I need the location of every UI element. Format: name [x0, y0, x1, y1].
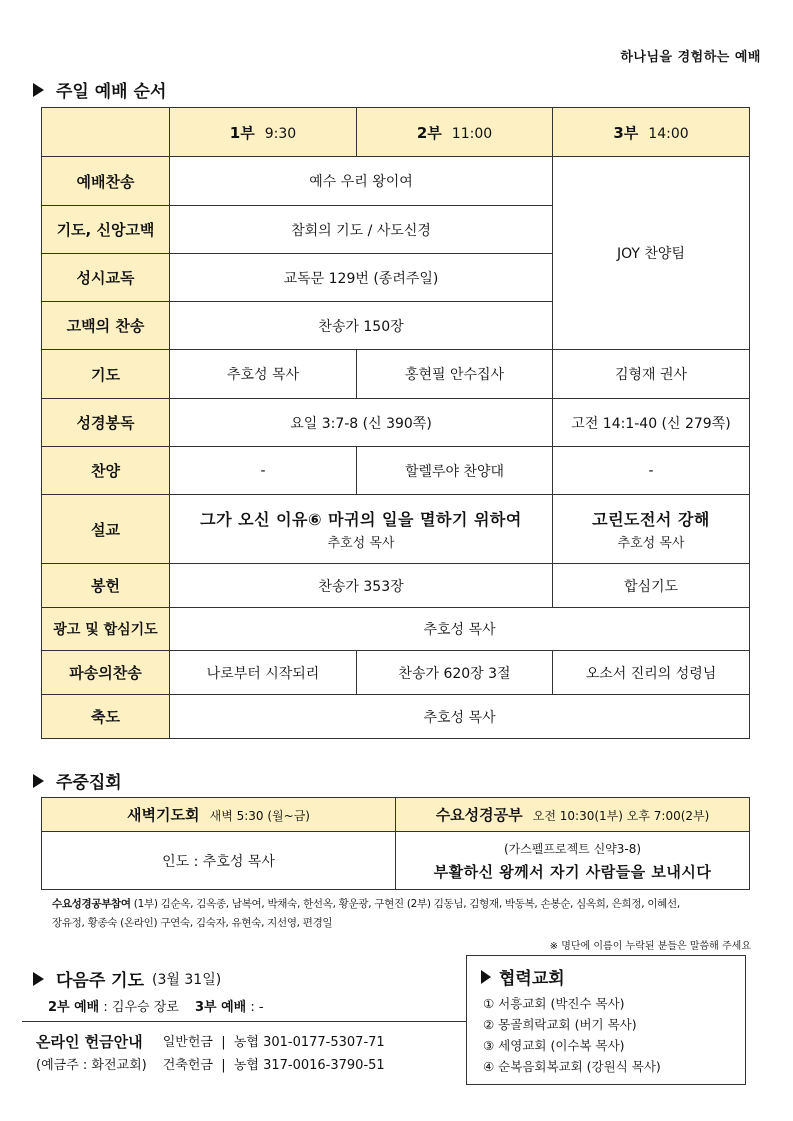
cell-value: 나로부터 시작되리: [170, 651, 357, 695]
general-offering-account: 일반헌금 | 농협 301-0177-5307-71: [162, 1035, 385, 1050]
triangle-bullet-icon: [33, 83, 44, 97]
list-item: ④ 순복음회복교회 (강원식 목사): [483, 1059, 661, 1074]
online-offering: [36, 1031, 385, 1077]
sermon-preacher: 추호성 목사: [327, 536, 395, 551]
order-heading-text: 주일 예배 순서: [56, 82, 167, 102]
row-label: 광고 및 합심기도: [42, 608, 170, 651]
triangle-bullet-icon: [33, 774, 44, 788]
row-label: 봉헌: [42, 564, 170, 608]
dawn-prayer-header: [42, 798, 396, 832]
meetings-heading: [33, 768, 122, 793]
cell-value: JOY 찬양팀: [553, 157, 750, 350]
cell-value: 참회의 기도 / 사도신경: [170, 206, 553, 254]
sermon-cell-12: [170, 495, 553, 564]
service-2-label: 2부 예배: [48, 1000, 100, 1015]
service-3-header: 3부 14:00: [553, 108, 750, 157]
dawn-title: 새벽기도회: [127, 806, 200, 824]
table-row: [42, 350, 750, 399]
next-prayer-assignees: [48, 996, 264, 1015]
service-2-prayer: : 김우승 장로: [103, 1000, 179, 1015]
meeting-header-row: [42, 798, 750, 832]
tagline: 하나님을 경험하는 예배: [620, 50, 761, 65]
wednesday-study-header: [396, 798, 750, 832]
dawn-leader: 인도 : 추호성 목사: [42, 832, 396, 890]
cell-value: 할렐루야 찬양대: [357, 447, 553, 495]
sermon-title: 그가 오신 이유⑥ 마귀의 일을 멸하기 위하여: [200, 510, 522, 529]
row-label: 파송의찬송: [42, 651, 170, 695]
wednesday-title: 수요성경공부: [435, 806, 523, 824]
next-prayer-title: 다음주 기도: [56, 971, 145, 991]
cell-value: 오소서 진리의 성령님: [553, 651, 750, 695]
cell-value: 추호성 목사: [170, 608, 750, 651]
online-offering-title: 온라인 헌금안내: [36, 1033, 143, 1051]
worship-order-table: [41, 107, 750, 739]
table-row: [42, 399, 750, 447]
sermon-preacher: 추호성 목사: [617, 536, 685, 551]
cell-value: 요일 3:7-8 (신 390쪽): [170, 399, 553, 447]
next-prayer-heading: [33, 966, 221, 991]
participants: [52, 895, 752, 933]
partner-churches-heading: [481, 964, 745, 989]
service-1-header: 1부 9:30: [170, 108, 357, 157]
cell-value: 예수 우리 왕이여: [170, 157, 553, 206]
omission-note: ※ 명단에 이름이 누락된 분들은 말씀해 주세요: [549, 941, 751, 952]
wednesday-message: 부활하신 왕께서 자기 사람들을 보내시다: [433, 862, 712, 881]
cell-value: 찬송가 353장: [170, 564, 553, 608]
triangle-bullet-icon: [481, 970, 491, 984]
divider: [22, 1021, 466, 1022]
service-3-label: 3부 예배: [194, 1000, 247, 1015]
table-row: [42, 447, 750, 495]
header-blank: [42, 108, 170, 157]
wednesday-time: 오전 10:30(1부) 오후 7:00(2부): [532, 809, 710, 823]
weekday-meetings-table: [41, 797, 750, 890]
participants-line: 장유정, 황종숙 (온라인) 구연숙, 김숙자, 유현숙, 지선영, 편경일: [52, 917, 333, 929]
row-label: 찬양: [42, 447, 170, 495]
meeting-body-row: [42, 832, 750, 890]
list-item: ③ 세영교회 (이수복 목사): [483, 1038, 625, 1053]
triangle-bullet-icon: [33, 972, 44, 986]
row-label: 기도: [42, 350, 170, 399]
row-label: 성시교독: [42, 254, 170, 302]
table-row: [42, 608, 750, 651]
table-row: [42, 651, 750, 695]
cell-value: -: [553, 447, 750, 495]
row-label: 기도, 신앙고백: [42, 206, 170, 254]
service-3-prayer: : -: [250, 1000, 264, 1015]
table-row: [42, 695, 750, 739]
cell-value: 합심기도: [553, 564, 750, 608]
cell-value: 추호성 목사: [170, 350, 357, 399]
wednesday-sub: (가스펠프로젝트 신약3-8): [503, 841, 642, 856]
cell-value: 홍현필 안수집사: [357, 350, 553, 399]
cell-value: 김형재 권사: [553, 350, 750, 399]
cell-value: 교독문 129번 (종려주일): [170, 254, 553, 302]
account-holder: (예금주 : 화전교회): [36, 1058, 147, 1073]
cell-value: 추호성 목사: [170, 695, 750, 739]
table-row: [42, 495, 750, 564]
row-label: 설교: [42, 495, 170, 564]
row-label: 예배찬송: [42, 157, 170, 206]
table-row: [42, 564, 750, 608]
participants-label: 수요성경공부참여: [52, 898, 131, 910]
meetings-heading-text: 주중집회: [56, 773, 122, 793]
next-prayer-date: (3월 31일): [152, 971, 222, 988]
service-2-header: 2부 11:00: [357, 108, 553, 157]
cell-value: 고전 14:1-40 (신 279쪽): [553, 399, 750, 447]
row-label: 고백의 찬송: [42, 302, 170, 350]
cell-value: 찬송가 150장: [170, 302, 553, 350]
list-item: ② 몽골희락교회 (버기 목사): [483, 1017, 637, 1032]
service-header-row: [42, 108, 750, 157]
order-heading: [33, 77, 166, 102]
building-offering-account: 건축헌금 | 농협 317-0016-3790-51: [162, 1058, 385, 1073]
row-label: 축도: [42, 695, 170, 739]
sermon-title: 고린도전서 강해: [592, 510, 710, 529]
sermon-cell-3: [553, 495, 750, 564]
cell-value: 찬송가 620장 3절: [357, 651, 553, 695]
participants-line: (1부) 김순옥, 김옥종, 남복여, 박채숙, 한선옥, 황운광, 구현진 (2부) 김동님, 김형재, 박동복, 손봉순, 심옥희, 은희정, 이혜선,: [133, 898, 680, 910]
partner-churches-list: [483, 993, 745, 1077]
cell-value: -: [170, 447, 357, 495]
dawn-time: 새벽 5:30 (월~금): [209, 809, 310, 823]
wednesday-body: [396, 832, 750, 890]
list-item: ① 서흥교회 (박진수 목사): [483, 996, 625, 1011]
row-label: 성경봉독: [42, 399, 170, 447]
table-row: [42, 157, 750, 206]
partner-churches-box: [466, 955, 746, 1085]
partner-churches-title: 협력교회: [499, 969, 565, 989]
